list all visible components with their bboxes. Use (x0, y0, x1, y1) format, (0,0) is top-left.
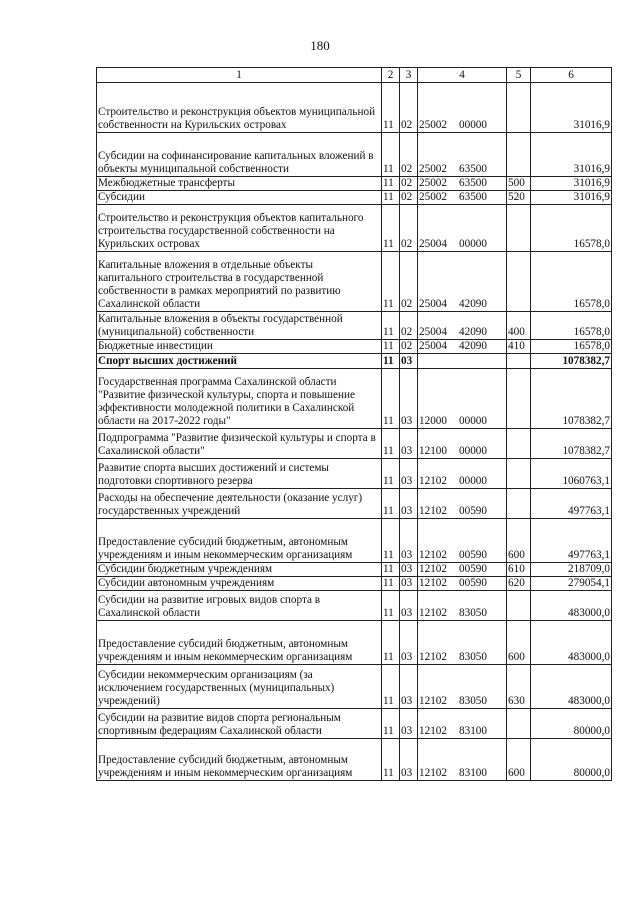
subsection-code-cell: 02 (400, 340, 418, 354)
column-header: 3 (400, 68, 418, 83)
row-name-cell: Строительство и реконструкция объектов капитального строительства государственной собственности на Курильских островах (97, 205, 382, 252)
amount-cell: 483000,0 (531, 665, 612, 709)
target-article-suffix: 00000 (459, 445, 487, 457)
row-name-cell: Спорт высших достижений (97, 354, 382, 369)
subsection-code-cell: 03 (400, 459, 418, 489)
subsection-code-cell: 03 (400, 665, 418, 709)
amount-cell: 31016,9 (531, 177, 612, 191)
section-code-cell: 11 (382, 709, 400, 739)
expense-type-cell: 620 (507, 577, 531, 591)
amount-cell: 218709,0 (531, 563, 612, 577)
subsection-code-cell: 03 (400, 591, 418, 621)
target-article-suffix: 00000 (459, 415, 487, 427)
subsection-code-cell: 02 (400, 133, 418, 177)
table-row (97, 369, 612, 429)
subsection-code-cell: 02 (400, 177, 418, 191)
target-article-prefix: 25004 (419, 298, 447, 310)
target-article-prefix: 25004 (419, 340, 447, 352)
table-row (97, 591, 612, 621)
section-code-cell: 11 (382, 177, 400, 191)
expense-type-cell (507, 709, 531, 739)
row-name-cell: Капитальные вложения в объекты государственной (муниципальной) собственности (97, 312, 382, 340)
row-name-cell: Субсидии автономным учреждениям (97, 577, 382, 591)
target-article-prefix: 12102 (419, 475, 447, 487)
subsection-code-cell: 02 (400, 191, 418, 205)
table-row (97, 563, 612, 577)
row-name-cell: Расходы на обеспечение деятельности (оказание услуг) государственных учреждений (97, 489, 382, 519)
expense-type-cell: 500 (507, 177, 531, 191)
target-article-prefix: 12102 (419, 563, 447, 575)
subsection-code-cell: 03 (400, 577, 418, 591)
expense-type-cell: 630 (507, 665, 531, 709)
row-name-cell: Бюджетные инвестиции (97, 340, 382, 354)
target-article-suffix: 83050 (459, 695, 487, 707)
column-header: 2 (382, 68, 400, 83)
expense-type-cell (507, 369, 531, 429)
amount-cell: 1060763,1 (531, 459, 612, 489)
target-article-suffix: 00590 (459, 563, 487, 575)
column-header: 1 (97, 68, 382, 83)
target-article-suffix: 63500 (459, 163, 487, 175)
target-article-cell (418, 369, 507, 429)
table-row (97, 519, 612, 563)
target-article-prefix: 25004 (419, 238, 447, 250)
target-article-suffix: 00590 (459, 549, 487, 561)
amount-cell: 16578,0 (531, 252, 612, 312)
amount-cell: 483000,0 (531, 591, 612, 621)
expense-type-cell (507, 591, 531, 621)
target-article-cell (418, 459, 507, 489)
row-name-cell: Предоставление субсидий бюджетным, автономным учреждениям и иным некоммерческим организациям (97, 519, 382, 563)
row-name-cell: Субсидии бюджетным учреждениям (97, 563, 382, 577)
section-code-cell: 11 (382, 459, 400, 489)
target-article-cell (418, 519, 507, 563)
target-article-prefix: 25002 (419, 163, 447, 175)
target-article-prefix: 12000 (419, 415, 447, 427)
target-article-suffix: 63500 (459, 177, 487, 189)
subsection-code-cell: 02 (400, 83, 418, 133)
subsection-code-cell: 03 (400, 709, 418, 739)
amount-cell: 497763,1 (531, 519, 612, 563)
row-name-cell: Субсидии на развитие игровых видов спорта в Сахалинской области (97, 591, 382, 621)
expense-type-cell: 600 (507, 519, 531, 563)
target-article-suffix: 00000 (459, 119, 487, 131)
target-article-cell (418, 709, 507, 739)
section-code-cell: 11 (382, 739, 400, 781)
target-article-cell (418, 177, 507, 191)
target-article-suffix: 00000 (459, 475, 487, 487)
subsection-code-cell: 03 (400, 369, 418, 429)
amount-cell: 80000,0 (531, 709, 612, 739)
expense-type-cell (507, 459, 531, 489)
target-article-suffix: 00590 (459, 577, 487, 589)
target-article-suffix: 00000 (459, 238, 487, 250)
section-code-cell: 11 (382, 340, 400, 354)
table-row (97, 709, 612, 739)
table-header-row (97, 68, 612, 83)
amount-cell: 497763,1 (531, 489, 612, 519)
table-row (97, 191, 612, 205)
budget-table (96, 67, 612, 781)
row-name-cell: Государственная программа Сахалинской области "Развитие физической культуры, спорта и повышение эффективности молодежной политики в Сахалинской области на 2017-2022 годы" (97, 369, 382, 429)
target-article-cell (418, 665, 507, 709)
section-code-cell: 11 (382, 489, 400, 519)
expense-type-cell (507, 429, 531, 459)
subsection-code-cell: 03 (400, 489, 418, 519)
target-article-cell (418, 340, 507, 354)
subsection-code-cell: 03 (400, 429, 418, 459)
section-code-cell: 11 (382, 591, 400, 621)
section-code-cell: 11 (382, 369, 400, 429)
section-code-cell: 11 (382, 133, 400, 177)
section-code-cell: 11 (382, 563, 400, 577)
table-row (97, 577, 612, 591)
section-code-cell: 11 (382, 312, 400, 340)
target-article-cell (418, 591, 507, 621)
section-code-cell: 11 (382, 621, 400, 665)
expense-type-cell (507, 489, 531, 519)
row-name-cell: Развитие спорта высших достижений и системы подготовки спортивного резерва (97, 459, 382, 489)
target-article-suffix: 83100 (459, 767, 487, 779)
target-article-prefix: 12102 (419, 549, 447, 561)
target-article-suffix: 83100 (459, 725, 487, 737)
target-article-cell (418, 191, 507, 205)
row-name-cell: Субсидии некоммерческим организациям (за исключением государственных (муниципальных) учреждений) (97, 665, 382, 709)
target-article-cell (418, 312, 507, 340)
row-name-cell: Субсидии на развитие видов спорта региональным спортивным федерациям Сахалинской области (97, 709, 382, 739)
target-article-cell (418, 739, 507, 781)
amount-cell: 279054,1 (531, 577, 612, 591)
target-article-prefix: 12100 (419, 445, 447, 457)
subsection-code-cell: 03 (400, 563, 418, 577)
target-article-prefix: 25002 (419, 119, 447, 131)
section-code-cell: 11 (382, 83, 400, 133)
table-row (97, 252, 612, 312)
subsection-code-cell: 03 (400, 621, 418, 665)
expense-type-cell (507, 252, 531, 312)
table-row (97, 177, 612, 191)
target-article-cell (418, 621, 507, 665)
target-article-suffix: 42090 (459, 326, 487, 338)
target-article-cell (418, 429, 507, 459)
table-row (97, 429, 612, 459)
target-article-suffix: 83050 (459, 607, 487, 619)
table-row (97, 83, 612, 133)
target-article-suffix: 42090 (459, 340, 487, 352)
target-article-cell (418, 563, 507, 577)
section-code-cell: 11 (382, 191, 400, 205)
target-article-cell (418, 489, 507, 519)
section-code-cell: 11 (382, 205, 400, 252)
target-article-prefix: 12102 (419, 651, 447, 663)
target-article-prefix: 12102 (419, 695, 447, 707)
amount-cell: 1078382,7 (531, 369, 612, 429)
row-name-cell: Субсидии (97, 191, 382, 205)
target-article-cell (418, 577, 507, 591)
target-article-prefix: 12102 (419, 725, 447, 737)
table-row (97, 354, 612, 369)
table-row (97, 621, 612, 665)
column-header: 5 (507, 68, 531, 83)
row-name-cell: Строительство и реконструкция объектов муниципальной собственности на Курильских островах (97, 83, 382, 133)
target-article-cell (418, 205, 507, 252)
amount-cell: 483000,0 (531, 621, 612, 665)
row-name-cell: Межбюджетные трансферты (97, 177, 382, 191)
amount-cell: 16578,0 (531, 340, 612, 354)
section-code-cell: 11 (382, 429, 400, 459)
subsection-code-cell: 03 (400, 739, 418, 781)
table-row (97, 665, 612, 709)
table-row (97, 459, 612, 489)
target-article-cell (418, 252, 507, 312)
row-name-cell: Подпрограмма "Развитие физической культуры и спорта в Сахалинской области" (97, 429, 382, 459)
amount-cell: 80000,0 (531, 739, 612, 781)
target-article-cell (418, 133, 507, 177)
subsection-code-cell: 02 (400, 252, 418, 312)
target-article-suffix: 83050 (459, 651, 487, 663)
target-article-suffix: 63500 (459, 191, 487, 203)
table-row (97, 489, 612, 519)
target-article-suffix: 42090 (459, 298, 487, 310)
target-article-cell (418, 354, 507, 369)
section-code-cell: 11 (382, 577, 400, 591)
row-name-cell: Предоставление субсидий бюджетным, автономным учреждениям и иным некоммерческим организациям (97, 739, 382, 781)
column-header: 6 (531, 68, 612, 83)
target-article-prefix: 12102 (419, 505, 447, 517)
expense-type-cell: 400 (507, 312, 531, 340)
target-article-prefix: 25002 (419, 177, 447, 189)
section-code-cell: 11 (382, 252, 400, 312)
table-row (97, 312, 612, 340)
expense-type-cell (507, 83, 531, 133)
section-code-cell: 11 (382, 354, 400, 369)
target-article-prefix: 25004 (419, 326, 447, 338)
expense-type-cell: 600 (507, 621, 531, 665)
amount-cell: 31016,9 (531, 83, 612, 133)
subsection-code-cell: 02 (400, 205, 418, 252)
row-name-cell: Капитальные вложения в отдельные объекты капитального строительства в государственной собственности в рамках мероприятий по развитию Сахалинской области (97, 252, 382, 312)
amount-cell: 16578,0 (531, 205, 612, 252)
target-article-prefix: 25002 (419, 191, 447, 203)
expense-type-cell: 520 (507, 191, 531, 205)
row-name-cell: Предоставление субсидий бюджетным, автономным учреждениям и иным некоммерческим организациям (97, 621, 382, 665)
expense-type-cell (507, 133, 531, 177)
table-row (97, 340, 612, 354)
expense-type-cell: 410 (507, 340, 531, 354)
target-article-cell (418, 83, 507, 133)
row-name-cell: Субсидии на софинансирование капитальных вложений в объекты муниципальной собственности (97, 133, 382, 177)
table-row (97, 739, 612, 781)
subsection-code-cell: 03 (400, 354, 418, 369)
expense-type-cell: 600 (507, 739, 531, 781)
expense-type-cell (507, 354, 531, 369)
table-row (97, 133, 612, 177)
expense-type-cell (507, 205, 531, 252)
amount-cell: 1078382,7 (531, 354, 612, 369)
column-header: 4 (418, 68, 507, 83)
section-code-cell: 11 (382, 519, 400, 563)
amount-cell: 31016,9 (531, 191, 612, 205)
amount-cell: 31016,9 (531, 133, 612, 177)
page-number: 180 (310, 38, 330, 53)
amount-cell: 1078382,7 (531, 429, 612, 459)
subsection-code-cell: 03 (400, 519, 418, 563)
expense-type-cell: 610 (507, 563, 531, 577)
amount-cell: 16578,0 (531, 312, 612, 340)
target-article-prefix: 12102 (419, 577, 447, 589)
subsection-code-cell: 02 (400, 312, 418, 340)
target-article-suffix: 00590 (459, 505, 487, 517)
target-article-prefix: 12102 (419, 767, 447, 779)
table-row (97, 205, 612, 252)
target-article-prefix: 12102 (419, 607, 447, 619)
section-code-cell: 11 (382, 665, 400, 709)
